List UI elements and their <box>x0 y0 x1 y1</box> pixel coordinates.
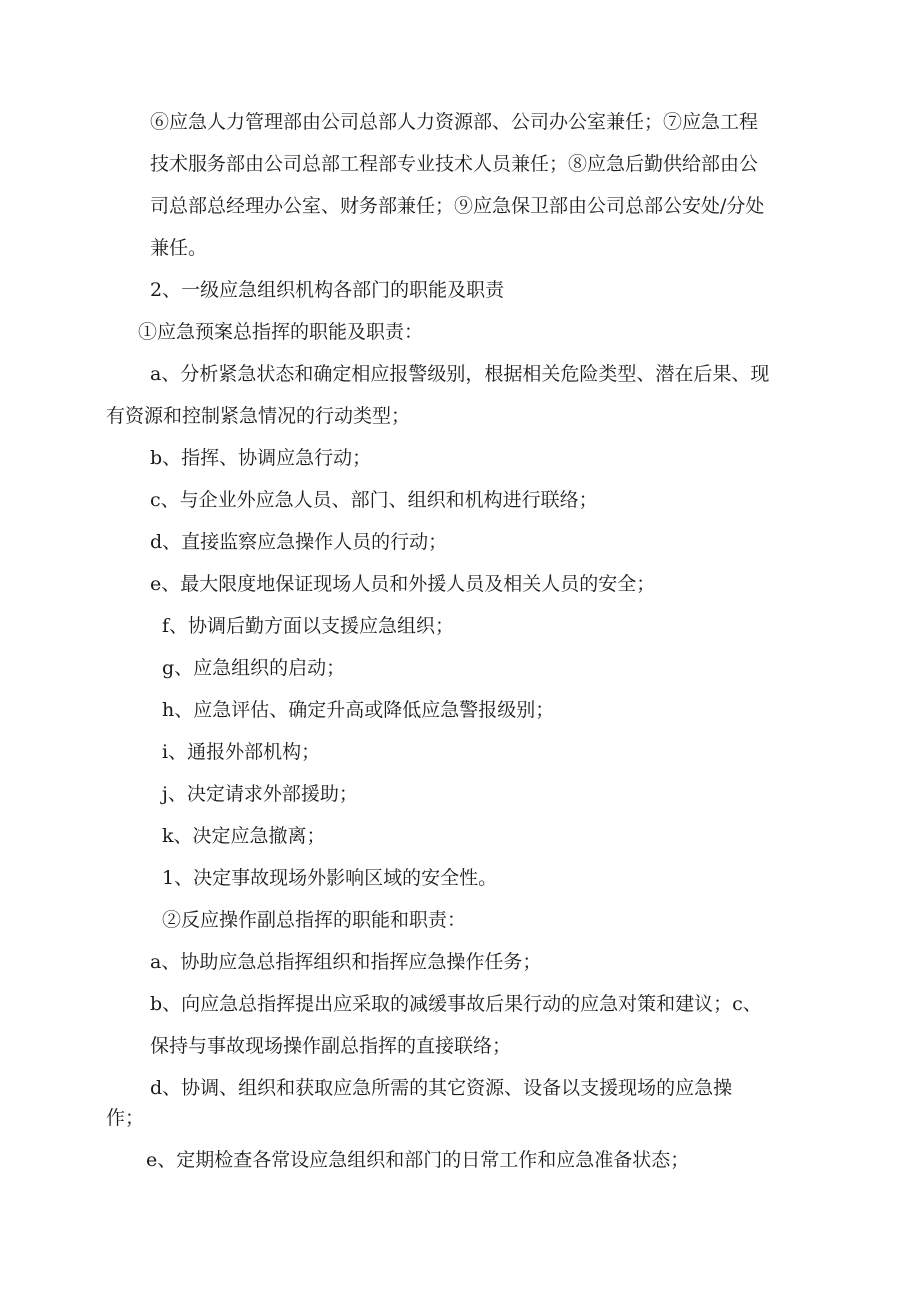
text-line-a2: a、协助应急总指挥组织和指挥应急操作任务； <box>150 951 542 973</box>
text-line-j1: j、决定请求外部援助； <box>162 783 358 805</box>
text-line-i1: i、通报外部机构； <box>162 741 321 763</box>
text-line-d1: d、直接监察应急操作人员的行动； <box>150 531 448 553</box>
text-line-f1: f、协调后勤方面以支援应急组织； <box>162 615 455 637</box>
text-line-h1: h、应急评估、确定升高或降低应急警报级别； <box>162 699 555 721</box>
text-line-b1: b、指挥、协调应急行动； <box>150 447 372 469</box>
text-line-l1: 1、决定事故现场外影响区域的安全性。 <box>162 867 498 889</box>
section-heading: 2、一级应急组织机构各部门的职能及职责 <box>150 279 505 301</box>
text-line-3: 司总部总经理办公室、财务部兼任；⑨应急保卫部由公司总部公安处/分处 <box>150 195 765 217</box>
text-line-2: 技术服务部由公司总部工程部专业技术人员兼任；⑧应急后勤供给部由公 <box>150 153 759 175</box>
text-line-c2: 保持与事故现场操作副总指挥的直接联络； <box>150 1035 512 1057</box>
subsection-heading-2: ②反应操作副总指挥的职能和职责： <box>162 909 467 931</box>
text-line-c1: c、与企业外应急人员、部门、组织和机构进行联络； <box>150 489 598 511</box>
text-line-g1: g、应急组织的启动； <box>162 657 346 679</box>
text-line-d2-cont: 作； <box>106 1107 145 1129</box>
text-line-a1: a、分析紧急状态和确定相应报警级别，根据相关危险类型、潜在后果、现 <box>150 363 770 385</box>
text-line-4: 兼任。 <box>150 237 208 259</box>
text-line-1: ⑥应急人力管理部由公司总部人力资源部、公司办公室兼任；⑦应急工程 <box>150 111 759 133</box>
text-line-e2: e、定期检查各常设应急组织和部门的日常工作和应急准备状态； <box>146 1149 690 1171</box>
text-line-b2: b、向应急总指挥提出应采取的减缓事故后果行动的应急对策和建议；c、 <box>150 993 762 1015</box>
text-line-d2: d、协调、组织和获取应急所需的其它资源、设备以支援现场的应急操 <box>150 1077 733 1099</box>
text-line-e1: e、最大限度地保证现场人员和外援人员及相关人员的安全； <box>150 573 656 595</box>
text-line-k1: k、决定应急撤离； <box>162 825 326 847</box>
text-line-a1-cont: 有资源和控制紧急情况的行动类型； <box>106 405 411 427</box>
subsection-heading-1: ①应急预案总指挥的职能及职责： <box>138 321 424 343</box>
